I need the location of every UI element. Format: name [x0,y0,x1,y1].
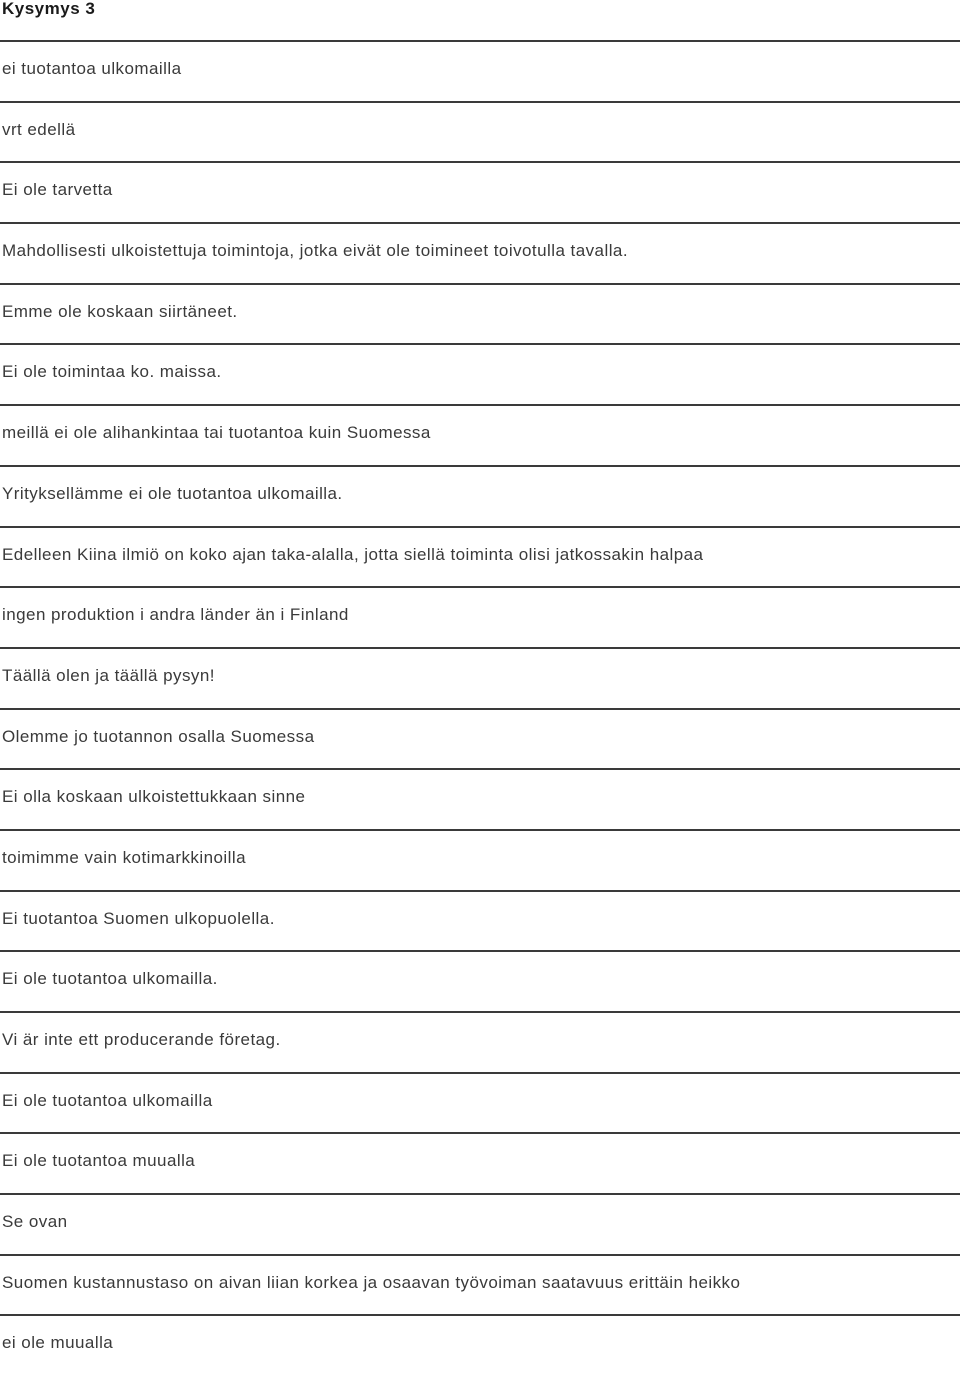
answer-row [0,829,960,890]
answer-text: Ei ole tuotantoa muualla [2,1151,196,1171]
answer-text: Edelleen Kiina ilmiö on koko ajan taka-alalla, jotta siellä toiminta olisi jatkossakin halpaa [2,544,704,564]
answer-text: Yrityksellämme ei ole tuotantoa ulkomailla. [2,483,343,503]
answer-text: Ei ole tarvetta [2,180,113,200]
answer-row [0,1193,960,1254]
answer-row [0,890,960,951]
answer-row [0,343,960,404]
answer-row [0,950,960,1011]
answer-row [0,708,960,769]
answer-text: Ei ole tuotantoa ulkomailla. [2,969,218,989]
answer-row [0,222,960,283]
answer-row [0,1314,960,1375]
answer-text: ingen produktion i andra länder än i Finland [2,605,349,625]
answer-text: Ei ole tuotantoa ulkomailla [2,1090,213,1110]
answer-row [0,161,960,222]
answer-row [0,465,960,526]
answer-text: Emme ole koskaan siirtäneet. [2,301,238,321]
answer-text: Se ovan [2,1212,68,1232]
answer-row [0,1132,960,1193]
answer-text: Ei tuotantoa Suomen ulkopuolella. [2,908,275,928]
answer-row [0,1011,960,1072]
answer-text: Mahdollisesti ulkoistettuja toimintoja, jotka eivät ole toimineet toivotulla tavalla. [2,241,628,261]
answer-text: vrt edellä [2,119,76,139]
answer-row [0,283,960,344]
answer-row [0,1072,960,1133]
answer-row [0,1254,960,1315]
answer-text: Olemme jo tuotannon osalla Suomessa [2,726,315,746]
page-title: Kysymys 3 [2,0,96,18]
answer-text: Ei olla koskaan ulkoistettukkaan sinne [2,787,306,807]
answer-row [0,404,960,465]
answer-row [0,586,960,647]
answer-row [0,101,960,162]
answer-text: Täällä olen ja täällä pysyn! [2,665,215,685]
answer-row [0,40,960,101]
answer-text: ei tuotantoa ulkomailla [2,59,182,78]
answer-text: Vi är inte ett producerande företag. [2,1030,281,1049]
answer-text: toimimme vain kotimarkkinoilla [2,847,247,867]
answer-list [0,40,960,1375]
answer-row [0,647,960,708]
answer-row [0,526,960,587]
answer-row [0,768,960,829]
answer-text: Suomen kustannustaso on aivan liian korkea ja osaavan työvoiman saatavuus erittäin heikko [2,1272,741,1292]
answer-text: ei ole muualla [2,1333,114,1353]
answer-text: Ei ole toimintaa ko. maissa. [2,362,222,382]
answer-text: meillä ei ole alihankintaa tai tuotantoa kuin Suomessa [2,423,431,443]
